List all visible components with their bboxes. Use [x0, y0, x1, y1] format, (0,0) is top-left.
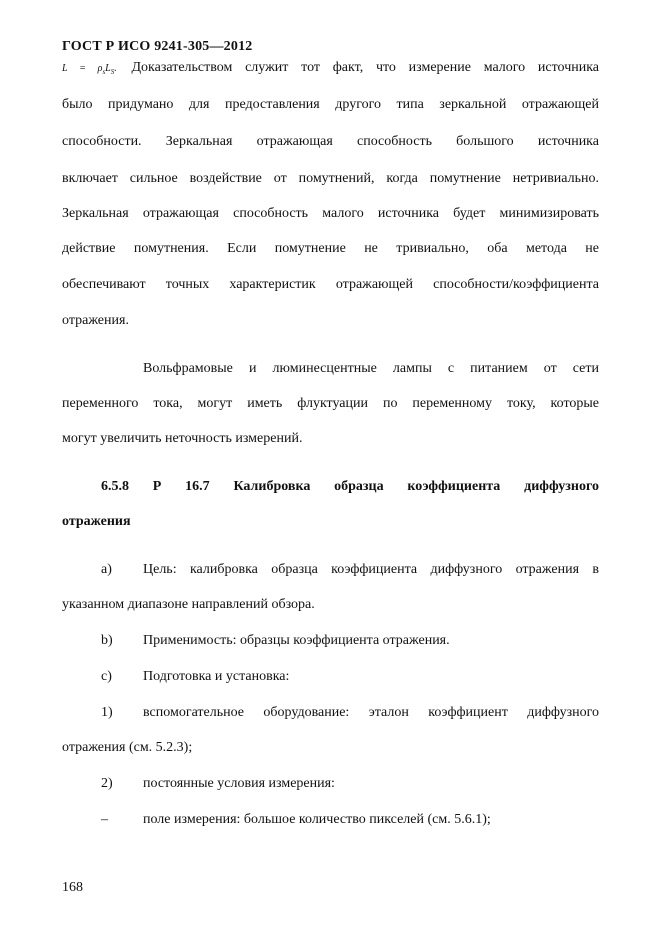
paragraph-line: переменного тока, могут иметь флуктуации по переменному току, которые — [62, 396, 599, 411]
paragraph-line: Зеркальная отражающая способность малого источника будет минимизировать — [62, 206, 599, 221]
list-marker: c) — [101, 669, 112, 684]
formula: $L = \rho_sL_S$. — [62, 63, 117, 76]
page-number: 168 — [62, 880, 83, 895]
paragraph-line: обеспечивают точных характеристик отражающей способности/коэффициента — [62, 277, 599, 292]
list-item-text: Подготовка и установка: — [143, 669, 290, 684]
list-item-text: Цель: калибровка образца коэффициента диффузного отражения в — [143, 562, 599, 577]
list-marker: 1) — [101, 705, 113, 720]
paragraph-line: отражения. — [62, 313, 129, 328]
paragraph-line: Вольфрамовые и люминесцентные лампы с питанием от сети — [143, 361, 599, 376]
list-item-text: постоянные условия измерения: — [143, 776, 335, 791]
list-marker: 2) — [101, 776, 113, 791]
list-item-text: Применимость: образцы коэффициента отражения. — [143, 633, 450, 648]
paragraph-line: включает сильное воздействие от помутнений, когда помутнение нетривиально. — [62, 171, 599, 186]
list-item-text: указанном диапазоне направлений обзора. — [62, 597, 315, 612]
list-marker: – — [101, 812, 108, 827]
paragraph-line: способности. Зеркальная отражающая способность большого источника — [62, 134, 599, 149]
document-header: ГОСТ Р ИСО 9241-305—2012 — [62, 39, 253, 54]
section-heading-continued: отражения — [62, 514, 131, 529]
paragraph-line: действие помутнения. Если помутнение не тривиально, оба метода не — [62, 241, 599, 256]
paragraph-line: могут увеличить неточность измерений. — [62, 431, 303, 446]
list-marker: a) — [101, 562, 112, 577]
section-heading: 6.5.8 Р 16.7 Калибровка образца коэффициента диффузного — [101, 479, 599, 494]
list-marker: b) — [101, 633, 113, 648]
list-item-text: отражения (см. 5.2.3); — [62, 740, 193, 755]
paragraph-line: $L = \rho_sL_S$. Доказательством служит тот факт, что измерение малого источника — [62, 60, 600, 76]
list-item-text: вспомогательное оборудование: эталон коэффициент диффузного — [143, 705, 599, 720]
list-item-text: поле измерения: большое количество пикселей (см. 5.6.1); — [143, 812, 491, 827]
paragraph-line: было придумано для предоставления другого типа зеркальной отражающей — [62, 97, 599, 112]
